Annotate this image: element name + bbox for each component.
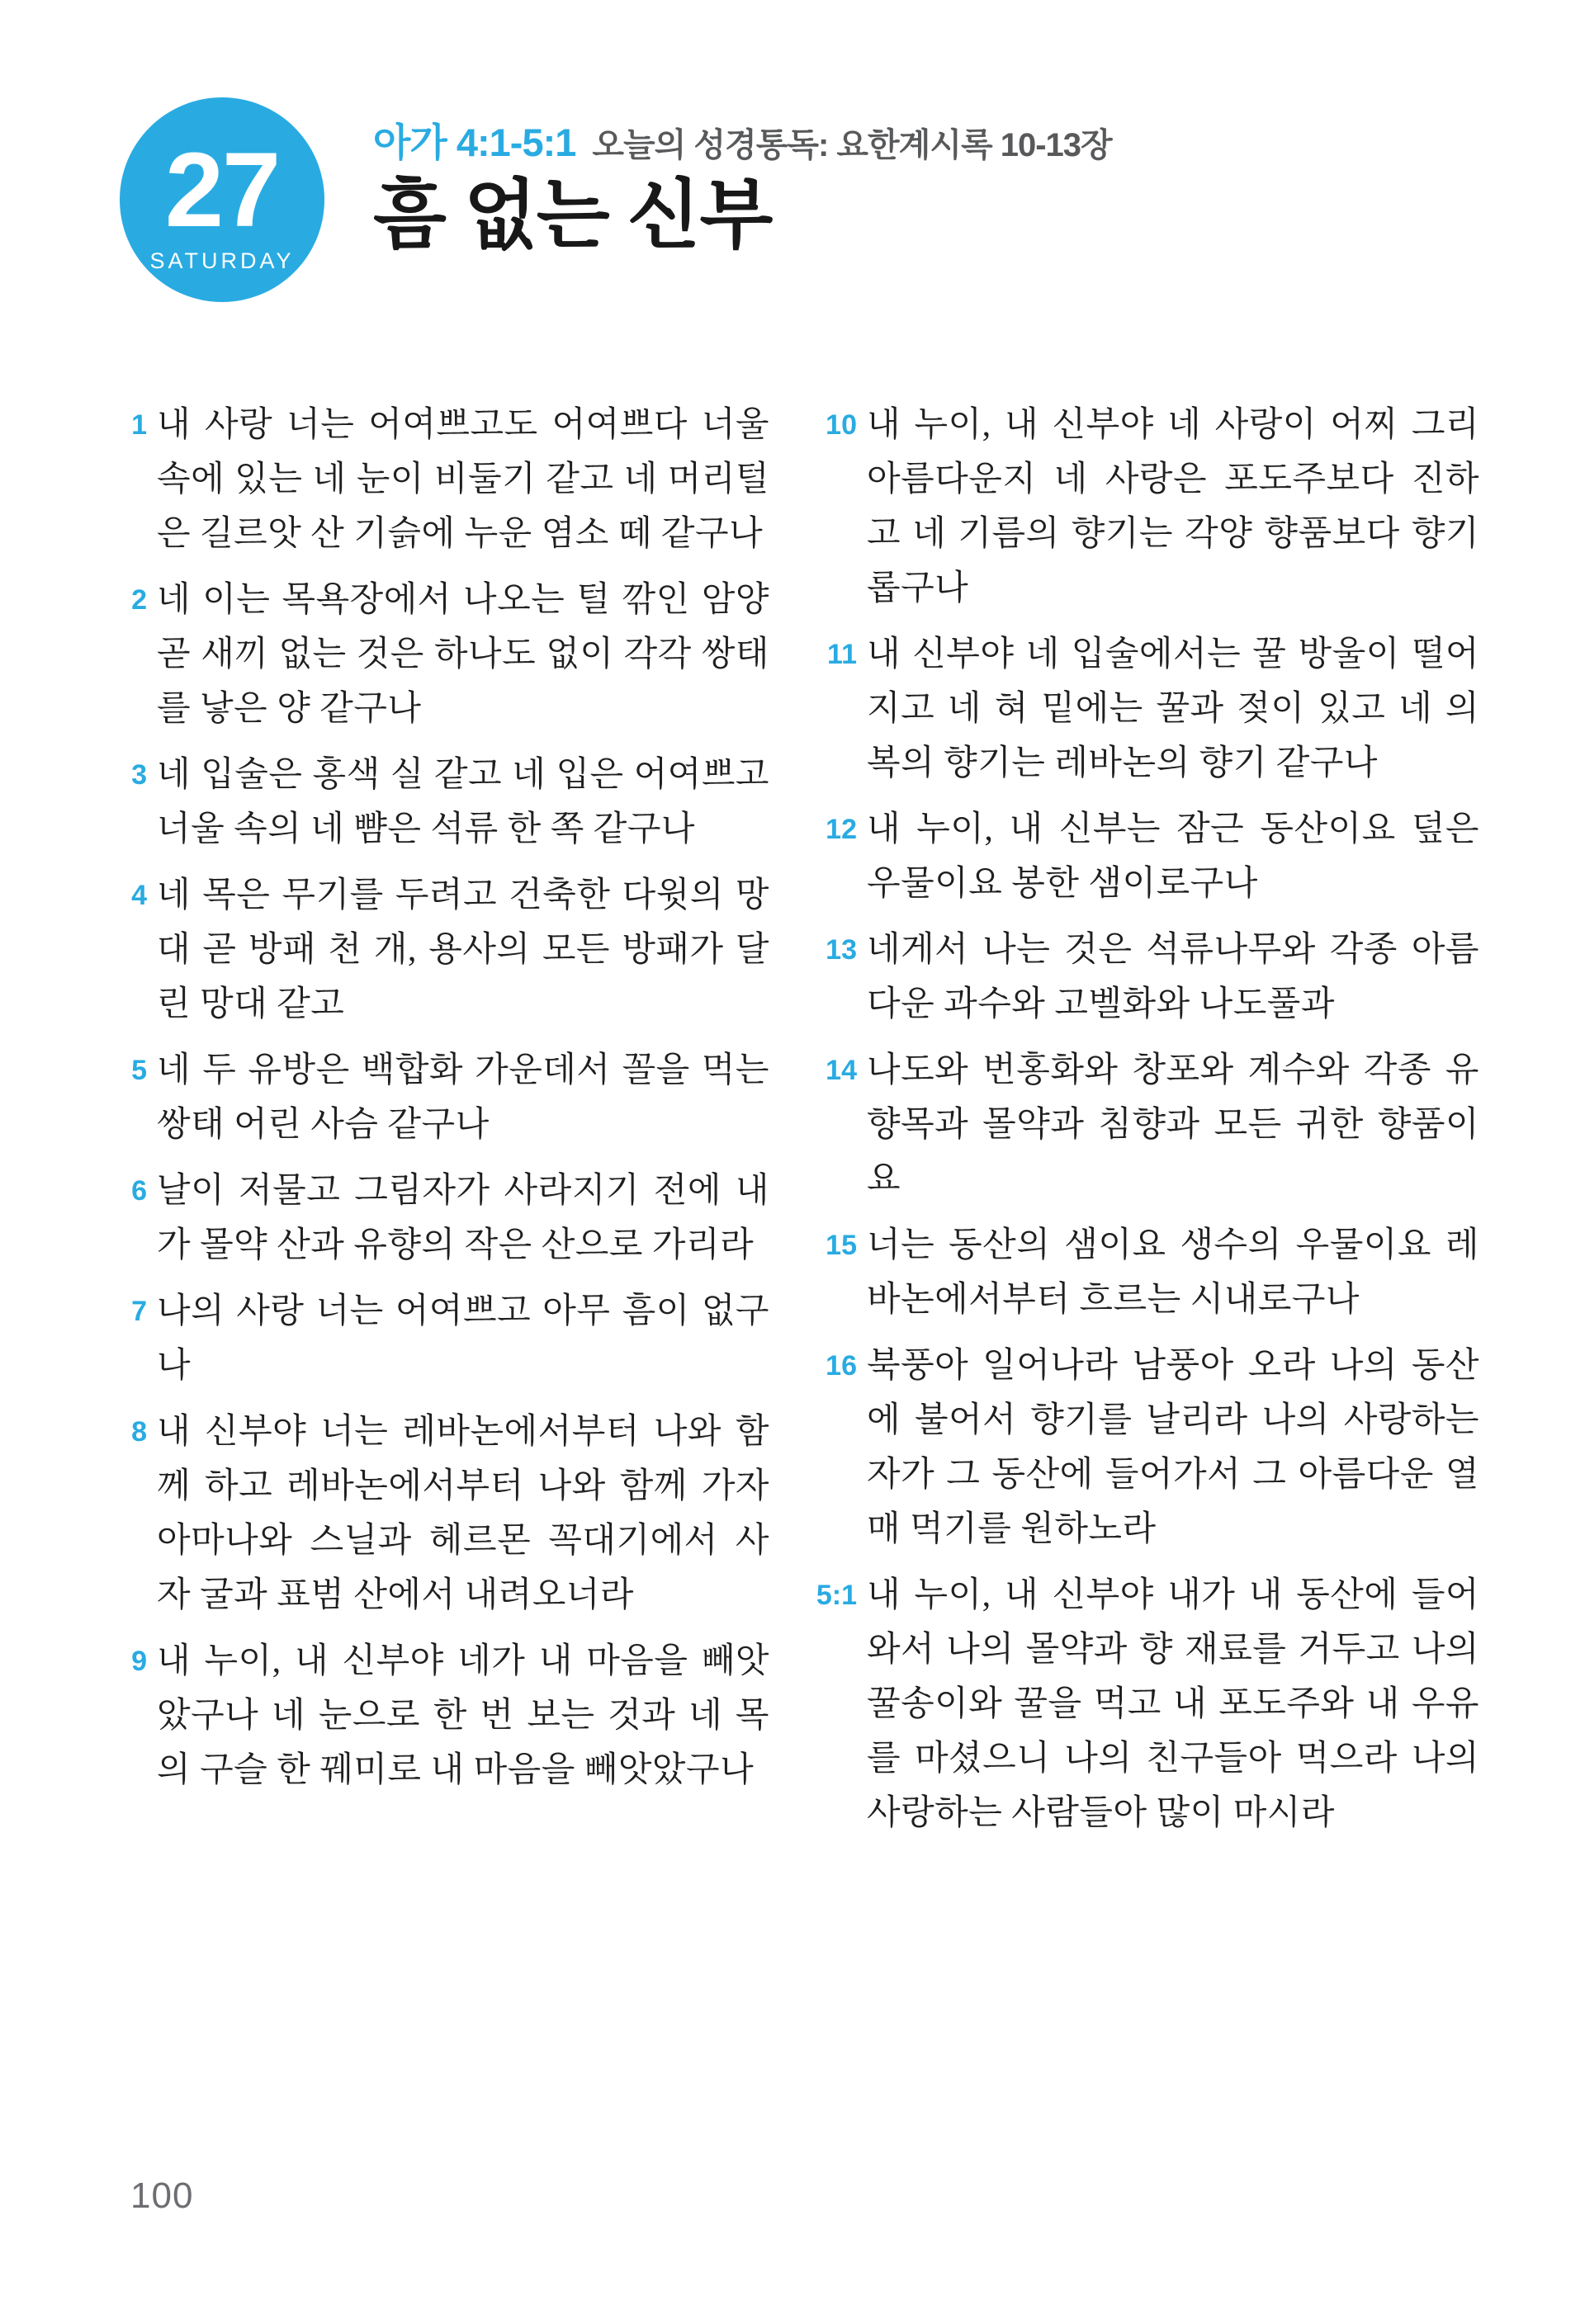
verse-number: 5 (131, 1055, 147, 1086)
page-header (373, 112, 1112, 256)
verse-row (826, 1339, 1479, 1556)
verse-number: 15 (826, 1230, 857, 1261)
verse-text: 내 신부야 너는 레바논에서부터 나와 함께 하고 레바논에서부터 나와 함께 가자 아마나와 스닐과 헤르몬 꼭대기에서 사자 굴과 표범 산에서 내려오너라 (157, 1413, 769, 1614)
verse-column-left (116, 398, 769, 1852)
daily-reading-plan: 오늘의 성경통독: 요한계시록 10-13장 (592, 127, 1112, 163)
verse-text: 네 이는 목욕장에서 나오는 털 깎인 암양 곧 새끼 없는 것은 하나도 없이 각각 쌍태를 낳은 양 같구나 (157, 581, 769, 728)
verse-number: 3 (131, 759, 147, 791)
verse-number: 9 (131, 1646, 147, 1677)
verse-number: 8 (131, 1416, 147, 1448)
verse-text: 내 사랑 너는 어여쁘고도 어여쁘다 너울 속에 있는 네 눈이 비둘기 같고 네 머리털은 길르앗 산 기슭에 누운 염소 떼 같구나 (157, 406, 769, 553)
verse-text: 내 누이, 내 신부야 네가 내 마음을 빼앗았구나 네 눈으로 한 번 보는 것과 네 목의 구슬 한 꿰미로 내 마음을 빼앗았구나 (157, 1642, 769, 1789)
verse-text: 네 두 유방은 백합화 가운데서 꼴을 먹는 쌍태 어린 사슴 같구나 (157, 1051, 769, 1144)
verse-text: 나의 사랑 너는 어여쁘고 아무 흠이 없구나 (157, 1292, 769, 1385)
verse-row (826, 1218, 1479, 1327)
verse-text: 날이 저물고 그림자가 사라지기 전에 내가 몰약 산과 유향의 작은 산으로 가리라 (157, 1172, 769, 1264)
verse-number: 5:1 (816, 1580, 857, 1611)
passage-reference: 아가 4:1-5:1 (373, 120, 576, 164)
day-number: 27 (164, 130, 280, 249)
verse-text: 내 신부야 네 입술에서는 꿀 방울이 떨어지고 네 혀 밑에는 꿀과 젖이 있고 네 의복의 향기는 레바논의 향기 같구나 (867, 635, 1479, 782)
verse-row (826, 627, 1479, 791)
verse-row (116, 1284, 769, 1393)
verse-row (116, 748, 769, 857)
verse-text: 내 누이, 내 신부야 네 사랑이 어찌 그리 아름다운지 네 사랑은 포도주보다 진하고 네 기름의 향기는 각양 향품보다 향기롭구나 (867, 406, 1479, 607)
day-name: SATURDAY (149, 248, 295, 273)
verse-row (816, 1568, 1479, 1840)
verse-row (116, 573, 769, 736)
verse-row (116, 398, 769, 561)
verse-text: 네게서 나는 것은 석류나무와 각종 아름다운 과수와 고벨화와 나도풀과 (867, 931, 1479, 1023)
verse-number: 16 (826, 1350, 857, 1382)
verse-text: 내 누이, 내 신부야 내가 내 동산에 들어와서 나의 몰약과 향 재료를 거두고 나의 꿀송이와 꿀을 먹고 내 포도주와 내 우유를 마셨으니 나의 친구들아 먹으라 나의 사랑하는 사람들아 많이 마시라 (867, 1576, 1479, 1832)
verse-number: 6 (131, 1175, 147, 1207)
verse-number: 13 (826, 934, 857, 966)
verse-text: 나도와 번홍화와 창포와 계수와 각종 유향목과 몰약과 침향과 모든 귀한 향품이요 (867, 1051, 1479, 1198)
verse-number: 14 (826, 1055, 857, 1086)
page-title: 흠 없는 신부 (373, 173, 773, 257)
verse-number: 4 (131, 880, 147, 911)
verse-number: 2 (131, 584, 147, 616)
verses-container (116, 398, 1479, 1852)
verse-column-right (816, 398, 1479, 1852)
verse-row (116, 868, 769, 1032)
verse-number: 12 (826, 814, 857, 845)
header-line (373, 112, 1112, 168)
verse-text: 너는 동산의 샘이요 생수의 우물이요 레바논에서부터 흐르는 시내로구나 (867, 1226, 1479, 1319)
verse-row (116, 1634, 769, 1797)
verse-number: 11 (827, 639, 857, 670)
page-number: 100 (130, 2175, 194, 2216)
verse-row (116, 1405, 769, 1623)
verse-text: 내 누이, 내 신부는 잠근 동산이요 덮은 우물이요 봉한 샘이로구나 (867, 810, 1479, 903)
verse-row (826, 1043, 1479, 1207)
verse-row (826, 923, 1479, 1032)
verse-text: 네 입술은 홍색 실 같고 네 입은 어여쁘고 너울 속의 네 뺨은 석류 한 쪽 같구나 (157, 756, 769, 848)
verse-number: 10 (826, 409, 857, 441)
verse-number: 7 (131, 1296, 147, 1327)
date-badge (120, 97, 324, 302)
verse-text: 네 목은 무기를 두려고 건축한 다윗의 망대 곧 방패 천 개, 용사의 모든 방패가 달린 망대 같고 (157, 876, 769, 1023)
verse-number: 1 (131, 409, 147, 441)
verse-row (826, 802, 1479, 911)
verse-row (116, 1043, 769, 1152)
verse-row (826, 398, 1479, 616)
verse-text: 북풍아 일어나라 남풍아 오라 나의 동산에 불어서 향기를 날리라 나의 사랑하는 자가 그 동산에 들어가서 그 아름다운 열매 먹기를 원하노라 (867, 1347, 1479, 1548)
verse-row (116, 1164, 769, 1273)
